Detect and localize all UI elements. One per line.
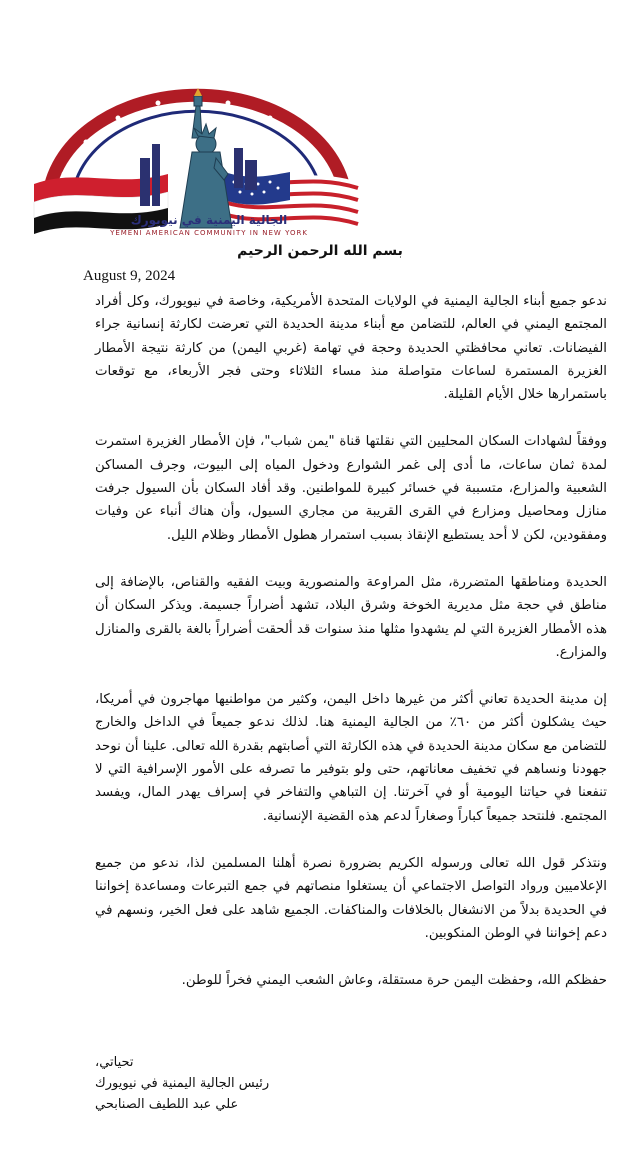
paragraph: الحديدة ومناطقها المتضررة، مثل المراوعة والمنصورية وبيت الفقيه والقناص، بالإضافة إلى مناطق في حجة مثل مديرية الخوخة وشرق البلاد، تشهد أضراراً جسيمة. ويذكر السكان أن هذه الأمطار الغزيرة التي لم يشهدوا مثلها منذ سنوات قد ألحقت أضراراً بالغة بالقرى والمنازل والمزارع. <box>95 574 607 660</box>
letter-body <box>95 290 607 1016</box>
paragraph: حفظكم الله، وحفظت اليمن حرة مستقلة، وعاش الشعب اليمني فخراً للوطن. <box>181 973 607 989</box>
paragraph: ووفقاً لشهادات السكان المحليين التي نقلتها قناة "يمن شباب"، فإن الأمطار الغزيرة استمرت لمدة ثمان ساعات، ما أدى إلى غمر الشوارع ودخول المياه إلى البيوت، وجرف المساكن الشعبية والمزارع، متسببة في خسائر كبيرة للمواطنين. وقد أفاد السكان بأن السيول جرفت منازل ومحاصيل ومزارع في القرى القريبة من مجاري السيول، وأن هناك أنباء عن وفيات ومفقودين، لكن لا أحد يستطيع الإنقاذ بسبب استمرار هطول الأمطار وظلام الليل. <box>95 434 607 543</box>
letter-date: August 9, 2024 <box>83 268 176 284</box>
signature-closing: تحياتي، <box>95 1055 134 1070</box>
org-name-arabic: الجالية اليمنية في نيويورك <box>130 213 288 227</box>
paragraph: ندعو جميع أبناء الجالية اليمنية في الولايات المتحدة الأمريكية، وخاصة في نيويورك، وكل أفراد المجتمع اليمني في العالم، للتضامن مع أبناء مدينة الحديدة التي تعرضت لكارثة إنسانية جراء الفيضانات. تعاني محافظتي الحديدة وحجة في تهامة (غربي اليمن) من كارثة نتيجة الأمطار الغزيرة المستمرة لساعات متواصلة منذ مساء الثلاثاء وحتى فجر الأربعاء، مع توقعات باستمرارها خلال الأيام القليلة. <box>95 294 607 403</box>
signature-title: رئيس الجالية اليمنية في نيويورك <box>95 1076 270 1091</box>
paragraph: إن مدينة الحديدة تعاني أكثر من غيرها داخل اليمن، وكثير من مواطنيها مهاجرون في أمريكا، حيث يشكلون أكثر من ٦٠٪ من الجالية اليمنية هنا. لذلك ندعو جميعاً في الداخل والخارج للتضامن مع سكان مدينة الحديدة في هذه الكارثة التي أصابتهم بقدرة الله تعالى. علينا أن نوحد جهودنا ونساهم في تخفيف معاناتهم، حتى ولو بتوفير ما تصرفه على الأمور الإسرافية التي لا تنفعنا في حياتنا اليومية أو في آخرتنا. إن التباهي والتفاخر في إسراف يهدر المال، ويفسد المجتمع. فلنتحد جميعاً كباراً وصغاراً لدعم هذه القضية الإنسانية. <box>95 692 607 824</box>
signature-block <box>95 1052 607 1115</box>
signature-name: علي عبد اللطيف الصنابحي <box>95 1097 239 1112</box>
basmala-heading: بسم الله الرحمن الرحيم <box>237 243 403 259</box>
paragraph: ونتذكر قول الله تعالى ورسوله الكريم بضرورة نصرة أهلنا المسلمين لذا، ندعو من جميع الإعلاميين ورواد التواصل الاجتماعي أن يستغلوا منصاتهم في جمع التبرعات ومساعدة إخواننا في الحديدة بدلاً من الانشغال بالخلافات والمناكفات. الجميع شاهد على فعل الخير، ونسهم في دعم إخواننا في الوطن المنكوبين. <box>95 855 607 941</box>
org-name-english: YEMENI AMERICAN COMMUNITY IN NEW YORK <box>110 229 308 237</box>
